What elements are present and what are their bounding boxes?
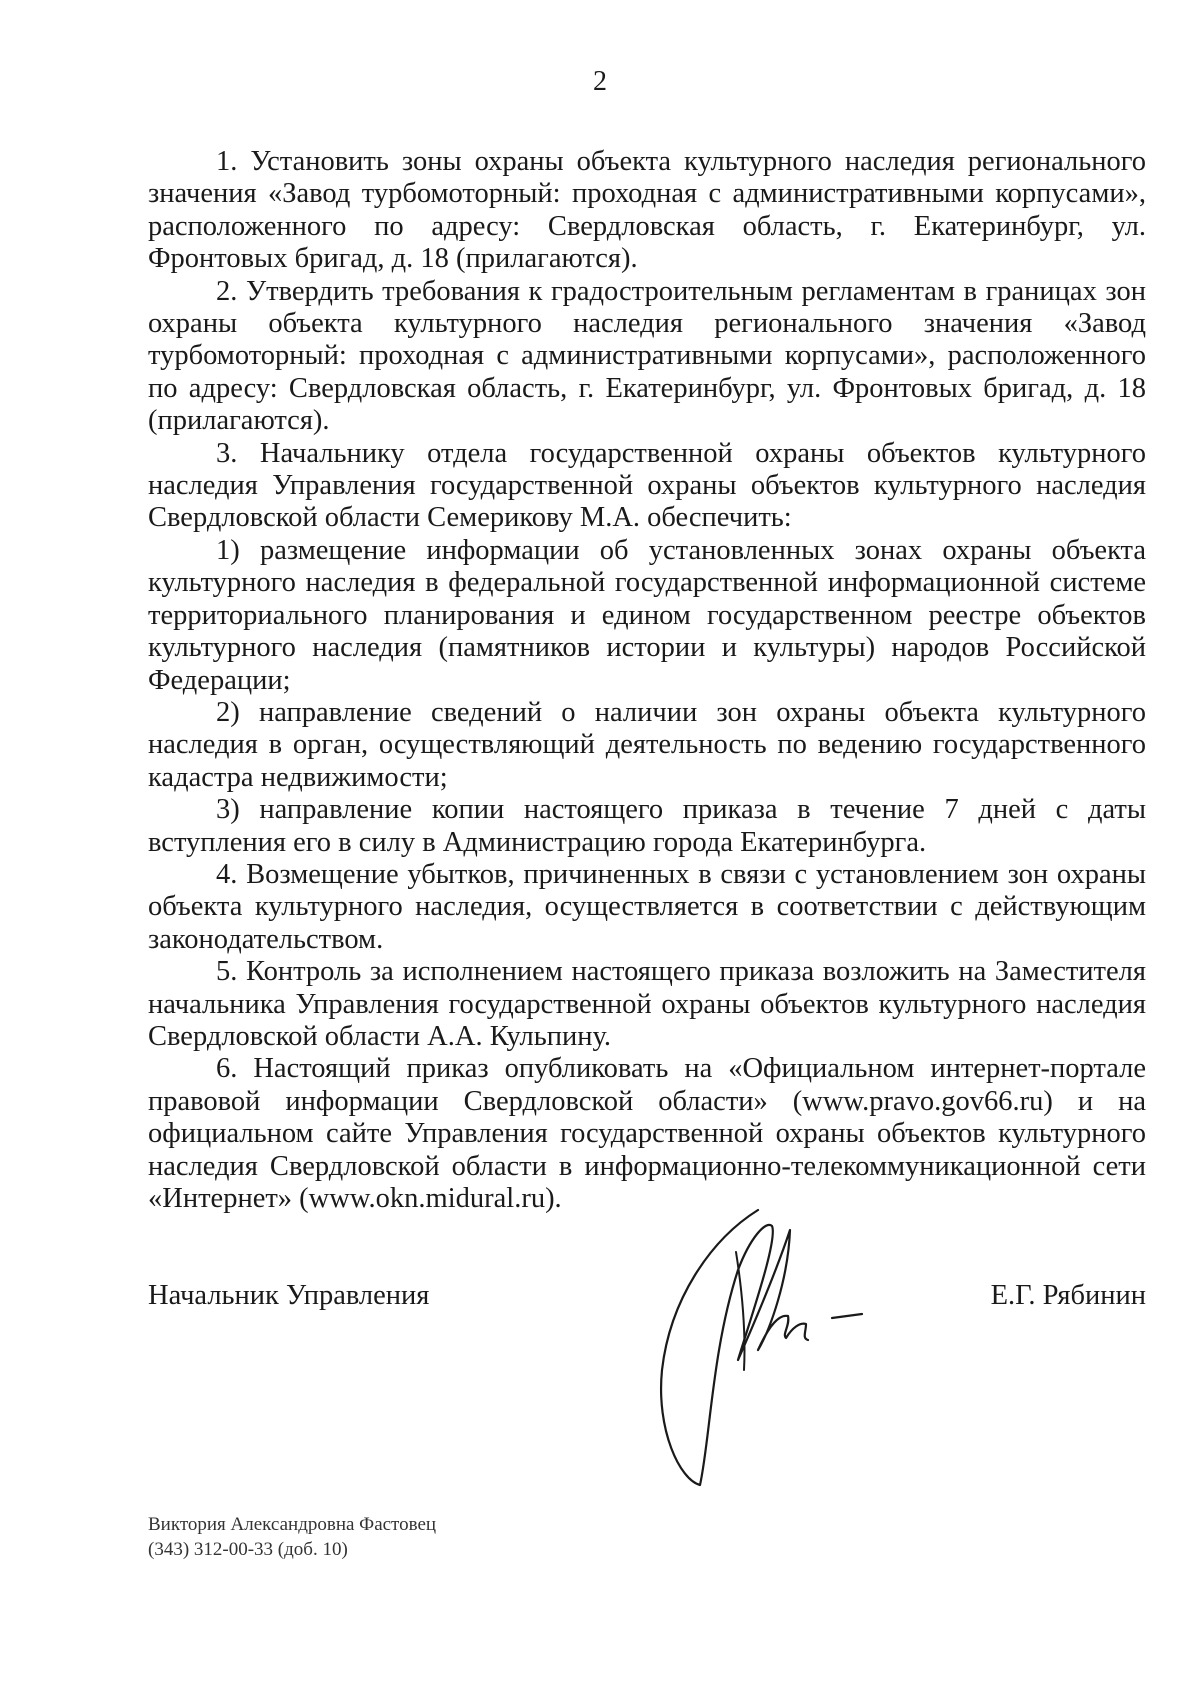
paragraph-2: 2. Утвердить требования к градостроительным регламентам в границах зон охраны объекта культурного наследия регионального значения «Завод турбомоторный: проходная с административными корпусами», расположенного по адресу: Свердловская область, г. Екатеринбург, ул. Фронтовых бригад, д. 18 (прилагаются).: [148, 275, 1146, 437]
paragraph-1: 1. Установить зоны охраны объекта культурного наследия регионального значения «Завод турбомоторный: проходная с административными корпусами», расположенного по адресу: Свердловская область, г. Екатеринбург, ул. Фронтовых бригад, д. 18 (прилагаются).: [148, 146, 1146, 275]
paragraph-3-3: 3) направление копии настоящего приказа в течение 7 дней с даты вступления его в силу в Администрацию города Екатеринбурга.: [148, 794, 1146, 858]
paragraph-3: 3. Начальнику отдела государственной охраны объектов культурного наследия Управления государственной охраны объектов культурного наследия Свердловской области Семерикову М.А. обеспечить:: [148, 437, 1146, 534]
paragraph-6: 6. Настоящий приказ опубликовать на «Официальном интернет-портале правовой информации Свердловской области» (www.pravo.gov66.ru) и на официальном сайте Управления государственной охраны объектов культурного наследия Свердловской области в информационно-телекоммуникационной сети «Интернет» (www.okn.midural.ru).: [148, 1053, 1146, 1214]
signer-title: Начальник Управления: [148, 1280, 430, 1311]
paragraph-4: 4. Возмещение убытков, причиненных в связи с установлением зон охраны объекта культурного наследия, осуществляется в соответствии с действующим законодательством.: [148, 858, 1146, 955]
document-body: [148, 146, 1146, 1215]
paragraph-3-2: 2) направление сведений о наличии зон охраны объекта культурного наследия в орган, осуществляющий деятельность по ведению государственного кадастра недвижимости;: [148, 696, 1146, 793]
executor-name: Виктория Александровна Фастовец: [148, 1514, 437, 1535]
signer-name: Е.Г. Рябинин: [990, 1280, 1146, 1311]
page-number: 2: [593, 66, 607, 97]
signature-block: [148, 1280, 1146, 1320]
paragraph-3-1: 1) размещение информации об установленных зонах охраны объекта культурного наследия в федеральной государственной информационной системе территориального планирования и едином государственном реестре объектов культурного наследия (памятников истории и культуры) народов Российской Федерации;: [148, 534, 1146, 696]
handwritten-signature: [640, 1200, 900, 1490]
paragraph-5: 5. Контроль за исполнением настоящего приказа возложить на Заместителя начальника Управления государственной охраны объектов культурного наследия Свердловской области А.А. Кульпину.: [148, 956, 1146, 1052]
executor-phone: (343) 312-00-33 (доб. 10): [148, 1539, 348, 1560]
executor-info: [148, 1512, 436, 1562]
